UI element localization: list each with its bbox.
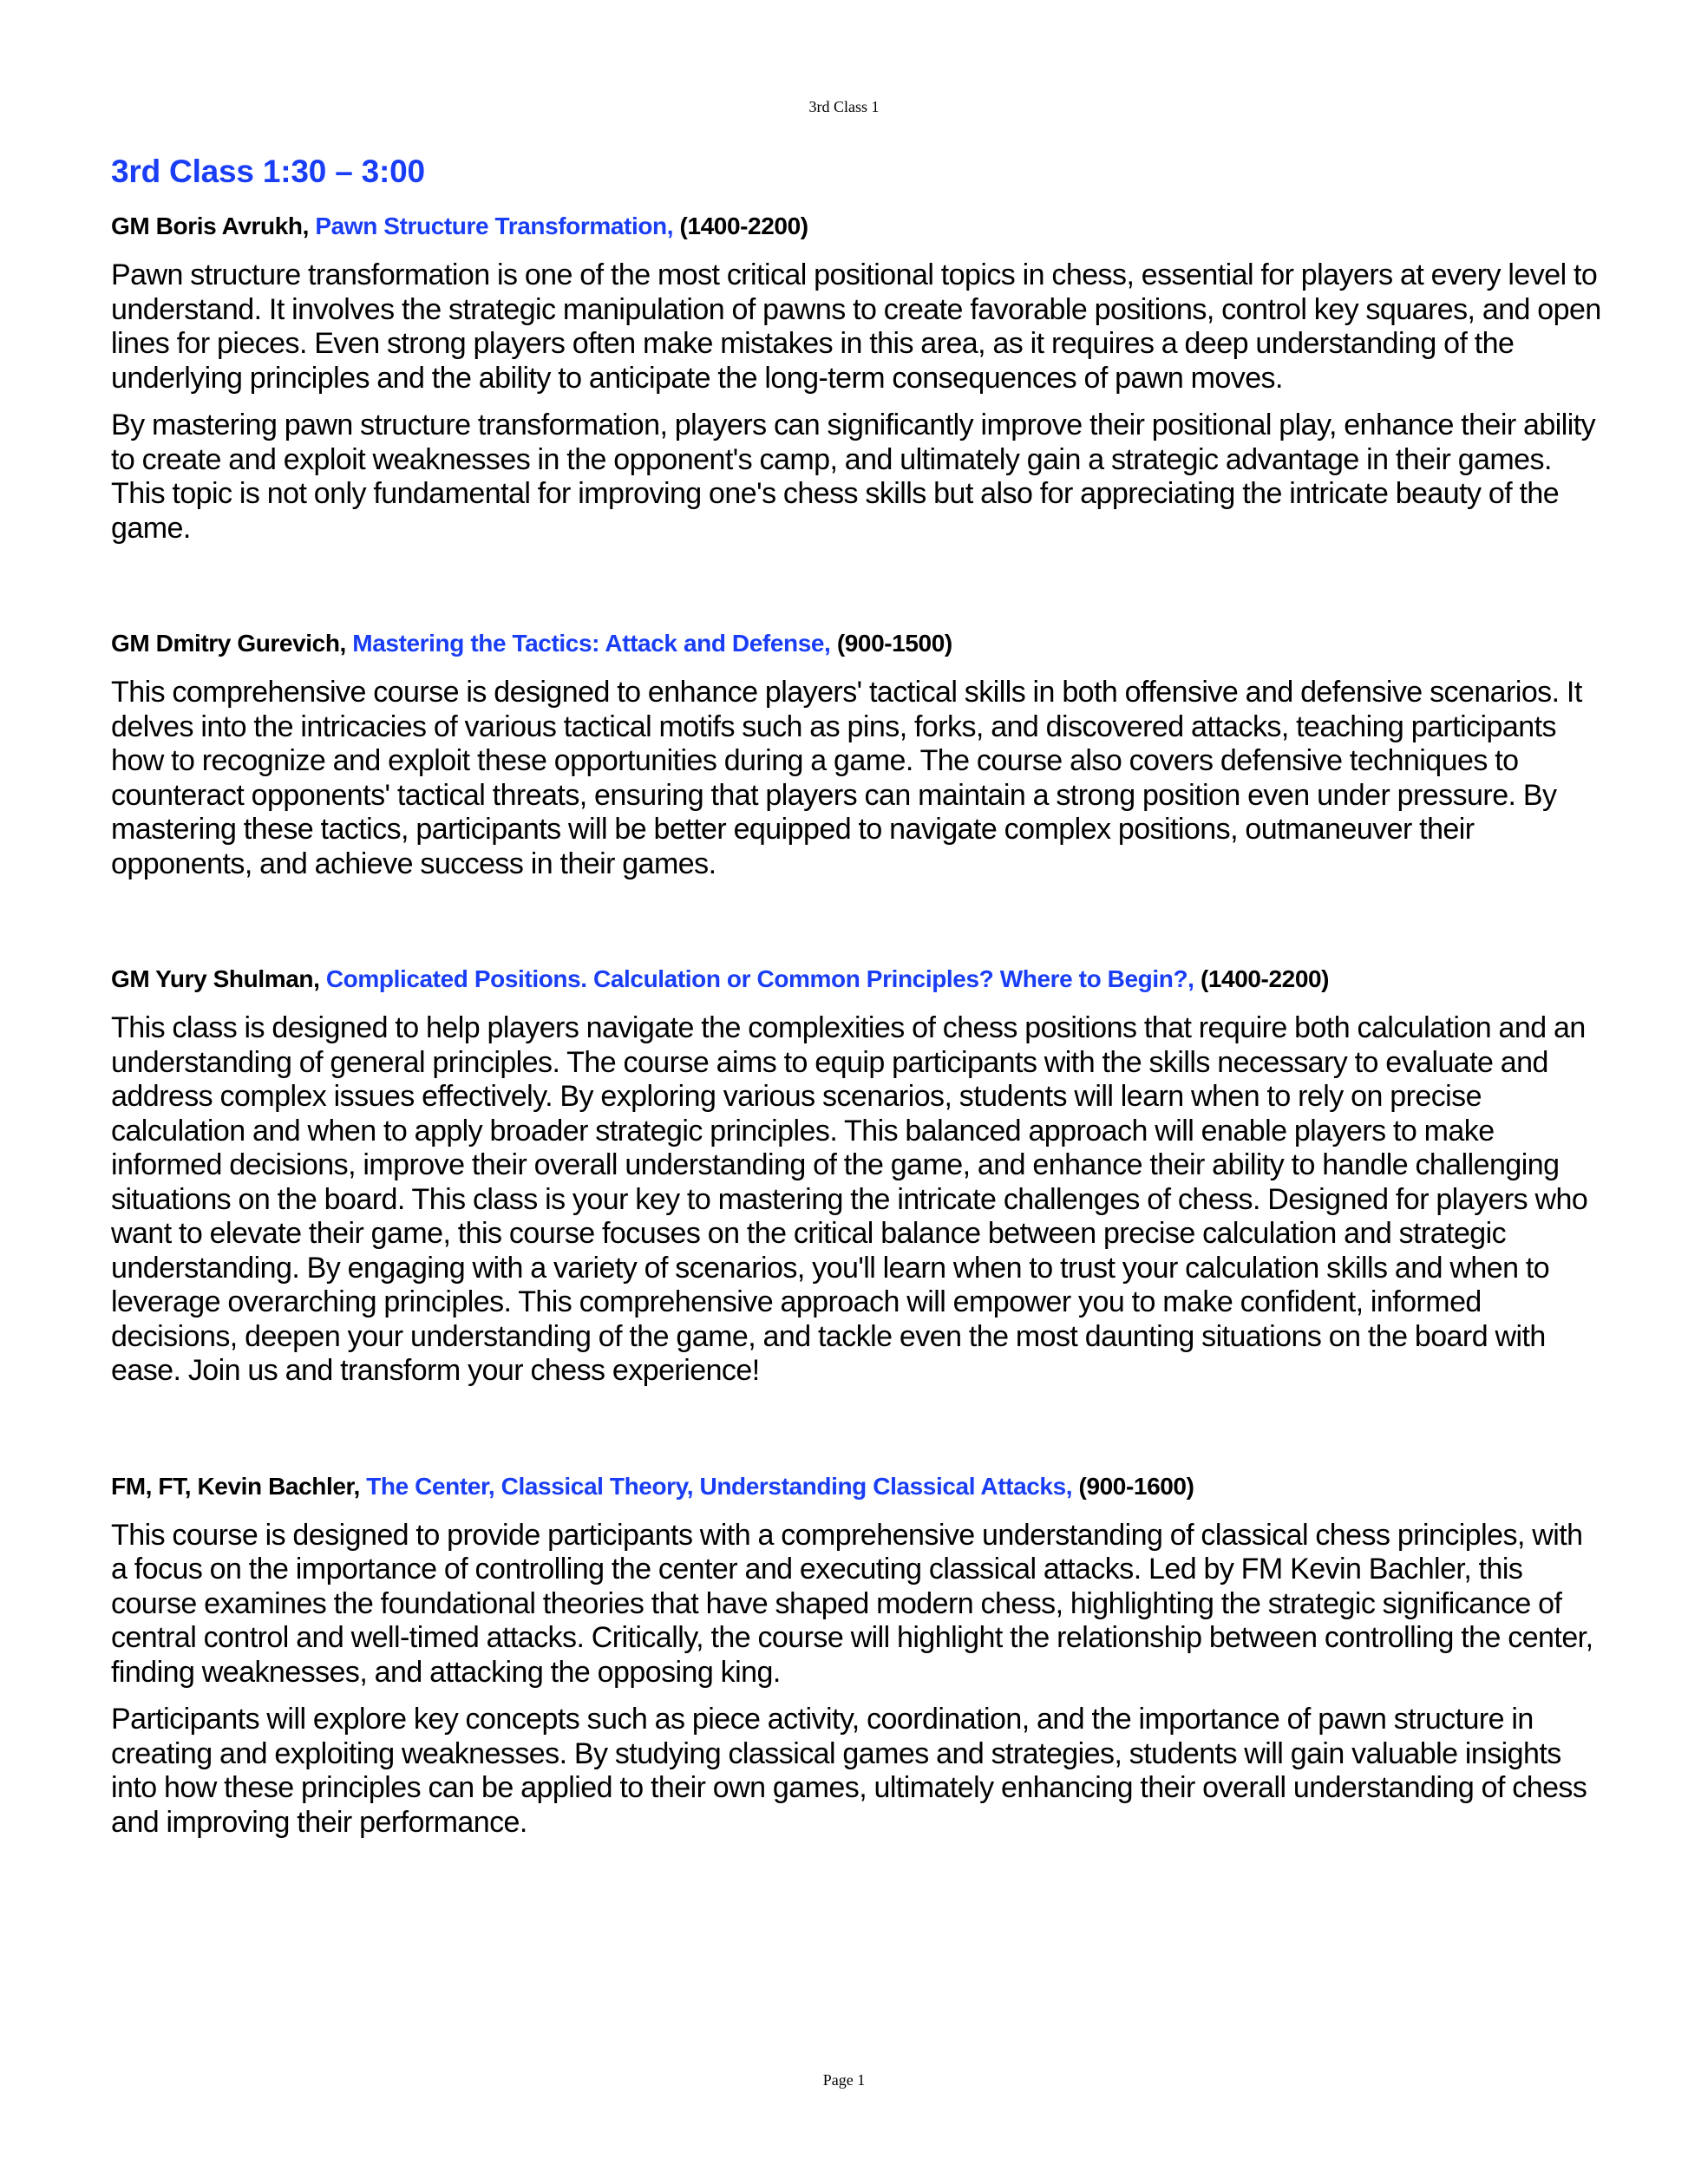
course-title: Pawn Structure Transformation, <box>315 213 680 239</box>
course-description: This class is designed to help players navigate the complexities of chess positions that require both calculation and an understanding of general principles. The course aims to equip participants with the skills necessary to evaluate and address complex issues effectively. By exploring various scenarios, students will learn when to rely on precise calculation and when to apply broader strategic principles. This balanced approach will enable players to make informed decisions, improve their overall understanding of the game, and enhance their ability to handle challenging situations on the board. This class is your key to mastering the intricate challenges of chess. Designed for players who want to elevate their game, this course focuses on the critical balance between precise calculation and strategic understanding. By engaging with a variety of scenarios, you'll learn when to trust your calculation skills and when to leverage overarching principles. This comprehensive approach will empower you to make confident, informed decisions, deepen your understanding of the game, and tackle even the most daunting situations on the board with ease. Join us and transform your chess experience! <box>111 1011 1588 1387</box>
course-section <box>111 212 1603 546</box>
page-title: 3rd Class 1:30 – 3:00 <box>111 154 425 189</box>
course-title: Complicated Positions. Calculation or Common Principles? Where to Begin?, <box>325 965 1201 992</box>
rating-range: (1400-2200) <box>679 213 808 239</box>
course-section <box>111 629 1603 881</box>
course-section <box>111 964 1603 1389</box>
course-heading <box>111 212 1603 241</box>
page-content <box>111 153 1603 1840</box>
rating-range: (900-1500) <box>836 630 952 657</box>
course-description: This comprehensive course is designed to enhance players' tactical skills in both offensive and defensive scenarios. It delves into the intricacies of various tactical motifs such as pins, forks, and discovered attacks, teaching participants how to recognize and exploit these opportunities during a game. The course also covers defensive techniques to counteract opponents' tactical threats, ensuring that players can maintain a strong position even under pressure. By mastering these tactics, participants will be better equipped to navigate complex positions, outmaneuver their opponents, and achieve success in their games. <box>111 676 1582 880</box>
course-title: Mastering the Tactics: Attack and Defense, <box>352 630 837 657</box>
course-description: Pawn structure transformation is one of the most critical positional topics in chess, essential for players at every level to understand. It involves the strategic manipulation of pawns to create favorable positions, control key squares, and open lines for pieces. Even strong players often make mistakes in this area, as it requires a deep understanding of the underlying principles and the ability to anticipate the long-term consequences of pawn moves. <box>111 258 1601 395</box>
course-heading <box>111 629 1603 658</box>
course-heading <box>111 1472 1603 1501</box>
instructor-name: GM Yury Shulman, <box>111 965 326 992</box>
course-description: By mastering pawn structure transformation, players can significantly improve their positional play, enhance their ability to create and exploit weaknesses in the opponent's camp, and ultimately gain a strategic advantage in their games. This topic is not only fundamental for improving one's chess skills but also for appreciating the intricate beauty of the game. <box>111 409 1596 545</box>
course-heading <box>111 964 1603 994</box>
course-description: Participants will explore key concepts such as piece activity, coordination, and the importance of pawn structure in creating and exploiting weaknesses. By studying classical games and strategies, students will gain valuable insights into how these principles can be applied to their own games, ultimately enhancing their overall understanding of chess and improving their performance. <box>111 1703 1587 1839</box>
rating-range: (900-1600) <box>1078 1472 1194 1500</box>
running-header: 3rd Class 1 <box>808 98 880 115</box>
instructor-name: FM, FT, Kevin Bachler, <box>111 1472 367 1500</box>
page-number: Page 1 <box>822 2071 866 2089</box>
course-description: This course is designed to provide participants with a comprehensive understanding of classical chess principles, with a focus on the importance of controlling the center and executing classical attacks. Led by FM Kevin Bachler, this course examines the foundational theories that have shaped modern chess, highlighting the strategic significance of central control and well-timed attacks. Critically, the course will highlight the relationship between controlling the center, finding weaknesses, and attacking the opposing king. <box>111 1518 1593 1689</box>
instructor-name: GM Boris Avrukh, <box>111 213 316 239</box>
course-section <box>111 1472 1603 1841</box>
course-title: The Center, Classical Theory, Understanding Classical Attacks, <box>366 1472 1079 1500</box>
rating-range: (1400-2200) <box>1200 965 1330 992</box>
instructor-name: GM Dmitry Gurevich, <box>111 630 353 657</box>
